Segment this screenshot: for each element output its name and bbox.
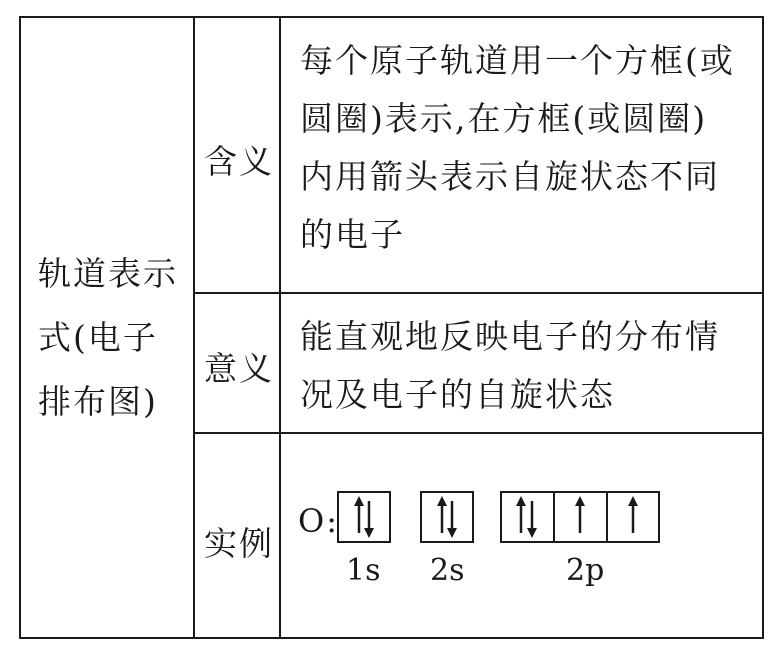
content-line: 能直观地反映电子的分布情 (300, 317, 720, 356)
left-label-line: 轨道表示 (38, 254, 178, 293)
content-line: 况及电子的自旋状态 (300, 375, 615, 414)
row-label-significance: 意义 (204, 349, 274, 388)
row-content-significance (300, 308, 720, 424)
arrow-up-down-icon (502, 493, 552, 541)
content-line: 圆圈)表示,在方框(或圆圈) (300, 99, 708, 138)
column-divider-2 (279, 16, 281, 639)
arrow-up-icon (555, 493, 605, 541)
row-label-meaning: 含义 (204, 142, 274, 181)
arrow-up-icon (608, 493, 658, 541)
arrow-up-down-icon (339, 493, 389, 541)
row-divider-2 (193, 432, 764, 434)
left-label (38, 242, 178, 434)
left-label-line: 式(电子 (38, 318, 158, 357)
row-label-example: 实例 (204, 524, 274, 563)
element-symbol: O: (298, 502, 340, 540)
column-divider-1 (193, 16, 195, 639)
content-line: 每个原子轨道用一个方框(或 (300, 41, 735, 80)
left-label-line: 排布图) (38, 382, 158, 421)
orbital-box-2p (500, 491, 660, 543)
content-line: 的电子 (300, 215, 405, 254)
content-line: 内用箭头表示自旋状态不同 (300, 157, 720, 196)
orbital-label-2s: 2s (430, 553, 465, 588)
orbital-box-1s (337, 491, 391, 543)
orbital-label-2p: 2p (566, 553, 605, 588)
row-content-meaning (300, 32, 735, 264)
arrow-up-down-icon (422, 493, 472, 541)
orbital-box-2s (420, 491, 474, 543)
orbital-label-1s: 1s (346, 553, 381, 588)
row-divider-1 (193, 292, 764, 294)
